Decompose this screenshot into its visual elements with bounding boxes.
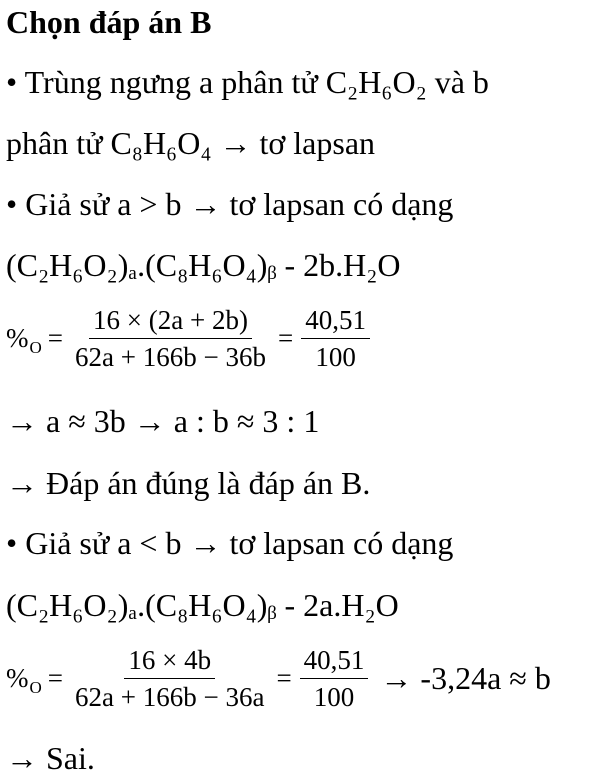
bullet-line-3: • Giả sử a > b → tơ lapsan có dạng <box>6 186 454 222</box>
fraction-denominator: 62a + 166b − 36a <box>75 682 265 713</box>
fraction-denominator: 100 <box>313 682 355 713</box>
fraction-oxygen-mass <box>71 646 268 712</box>
fraction-percent <box>301 306 370 372</box>
result-line-5: → a ≈ 3b → a : b ≈ 3 : 1 <box>6 403 320 439</box>
equals-sign: = <box>47 323 64 354</box>
text-line-2: phân tử C₈H₆O₄ → tơ lapsan <box>6 125 376 161</box>
answer-heading: Chọn đáp án B <box>6 4 212 40</box>
equals-sign: = <box>47 663 64 694</box>
percent-oxygen-symbol: % O <box>6 663 42 698</box>
equals-sign: = <box>276 663 292 694</box>
fraction-percent <box>300 646 369 712</box>
equals-sign: = <box>277 323 294 354</box>
bullet-line-1: • Trùng ngưng a phân tử C₂H₆O₂ và b <box>6 64 489 100</box>
fraction-numerator: 40,51 <box>301 306 370 339</box>
formula-line-4: (C₂H₆O₂)ₐ.(C₈H₆O₄)ᵦ - 2b.H₂O <box>6 247 401 283</box>
formula-line-8: (C₂H₆O₂)ₐ.(C₈H₆O₄)ᵦ - 2a.H₂O <box>6 587 399 623</box>
fraction-numerator: 16 × (2a + 2b) <box>89 306 252 339</box>
fraction-numerator: 16 × 4b <box>124 646 215 679</box>
conclusion-line-6: → Đáp án đúng là đáp án B. <box>6 465 371 501</box>
fraction-denominator: 100 <box>315 342 356 373</box>
fraction-denominator: 62a + 166b − 36b <box>75 342 266 373</box>
equation-1 <box>6 306 372 372</box>
fraction-oxygen-mass <box>71 306 270 372</box>
bullet-line-7: • Giả sử a < b → tơ lapsan có dạng <box>6 525 454 561</box>
final-line-9: → Sai. <box>6 740 95 776</box>
fraction-numerator: 40,51 <box>300 646 369 679</box>
percent-oxygen-symbol: % O <box>6 323 42 358</box>
equation-2 <box>6 646 551 712</box>
equation-result: → -3,24a ≈ b <box>380 660 551 697</box>
